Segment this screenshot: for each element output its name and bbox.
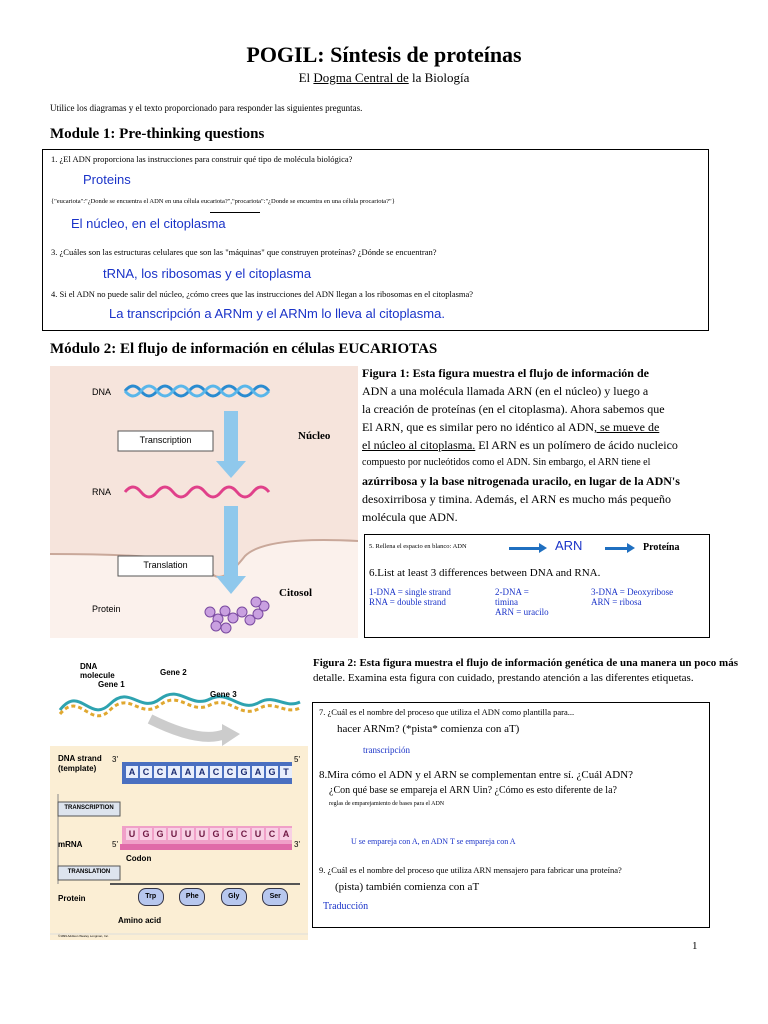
- fig2-dna-strand-label: DNA strand: [58, 754, 102, 763]
- subtitle-pre: El: [298, 70, 314, 85]
- q8-prompt: 8.Mira cómo el ADN y el ARN se complementan entre sí. ¿Cuál ADN?: [319, 769, 634, 781]
- mrna-base-4: U: [182, 828, 194, 840]
- q3-prompt: 3. ¿Cuáles son las estructuras celulares que son las "máquinas" que construyen proteínas? ¿Dónde se encuentran?: [51, 247, 437, 257]
- dna-base-5: A: [196, 766, 208, 778]
- fig2-dna-molecule-label: DNA molecule: [80, 662, 115, 680]
- amino-acid-1: Phe: [179, 888, 205, 906]
- q5-q6-box: [364, 534, 710, 638]
- fig1-text-line4: El ARN, que es similar pero no idéntico al ADN, se mueve de: [362, 420, 660, 434]
- dna-base-11: T: [280, 766, 292, 778]
- dna-base-6: C: [210, 766, 222, 778]
- q9-answer: Traducción: [323, 901, 369, 912]
- instructions: Utilice los diagramas y el texto proporcionado para responder las siguientes preguntas.: [50, 103, 363, 113]
- q1-answer: Proteins: [83, 172, 131, 187]
- fig2-gene1-label: Gene 1: [98, 680, 125, 689]
- arrow-icon: [509, 547, 541, 550]
- amino-acid-2: Gly: [221, 888, 247, 906]
- fig2-five-prime-bottom: 5': [112, 840, 118, 849]
- fig2-gene3-label: Gene 3: [210, 690, 237, 699]
- q7-answer: transcripción: [363, 745, 410, 755]
- fig1-protein-label: Protein: [92, 604, 121, 614]
- fig2-codon-label: Codon: [126, 854, 152, 863]
- module1-heading: Module 1: Pre-thinking questions: [50, 126, 265, 142]
- q8-line2: ¿Con qué base se empareja el ARN Uin? ¿Cómo es esto diferente de la?: [329, 785, 617, 796]
- fig2-three-prime-bottom: 3': [294, 840, 300, 849]
- fig2-five-prime-top: 5': [294, 755, 300, 764]
- fig1-text-line8: desoxirribosa y timina. Además, el ARN es mucho más pequeño: [362, 492, 671, 506]
- arrow-head-icon: [539, 543, 547, 553]
- fig2-transcription-label: TRANSCRIPTION: [64, 805, 114, 811]
- mrna-base-0: U: [126, 828, 138, 840]
- q6-difference-1: 1-DNA = single strand RNA = double strand: [369, 587, 451, 607]
- fig1-text-line6: compuesto por nucleótidos como el ADN. Sin embargo, el ARN tiene el: [362, 457, 651, 468]
- dna-base-7: C: [224, 766, 236, 778]
- mrna-base-9: U: [252, 828, 264, 840]
- arrow-head-icon-2: [627, 543, 635, 553]
- q7-q9-box: [312, 702, 710, 928]
- q8-answer: U se empareja con A, en ADN T se empareja con A: [351, 837, 516, 846]
- q9-prompt: 9. ¿Cuál es el nombre del proceso que utiliza ARN mensajero para fabricar una proteína?: [319, 865, 622, 875]
- q6-difference-2: 2-DNA = timina ARN = uracilo: [495, 587, 549, 617]
- mrna-base-1: G: [140, 828, 152, 840]
- q6-prompt: 6.List at least 3 differences between DNA and RNA.: [369, 567, 601, 579]
- fig2-mrna-label: mRNA: [58, 840, 83, 849]
- q1-prompt: 1. ¿El ADN proporciona las instrucciones para construir qué tipo de molécula biológica?: [51, 154, 353, 164]
- fig2-template-label: (template): [58, 764, 97, 773]
- fig1-transcription-label: Transcription: [139, 435, 192, 445]
- fig1-rna-label: RNA: [92, 487, 112, 497]
- page-title: POGIL: Síntesis de proteínas: [246, 42, 522, 67]
- dna-base-2: C: [154, 766, 166, 778]
- figure1-text: [362, 364, 712, 526]
- q5-prompt: 5. Rellena el espacio en blanco: ADN: [369, 543, 467, 550]
- q9-line2: (pista) también comienza con aT: [335, 881, 480, 893]
- fig2-mrna-bases: [126, 828, 292, 840]
- subtitle-underlined: Dogma Central de: [313, 70, 409, 85]
- fig1-text-line7: azúrribosa y la base nitrogenada uracilo, en lugar de la ADN's: [362, 474, 680, 488]
- fig1-citosol-label: Citosol: [279, 587, 312, 599]
- fig1-text-line3: la creación de proteínas (en el citoplasma). Ahora sabemos que: [362, 402, 665, 416]
- mrna-base-10: C: [266, 828, 278, 840]
- fig2-caption-rest: detalle. Examina esta figura con cuidado, prestando atención a las diferentes etiquetas.: [313, 672, 694, 684]
- page-number: 1: [692, 940, 698, 952]
- fig1-text-line9: molécula que ADN.: [362, 510, 458, 524]
- mrna-base-7: G: [224, 828, 236, 840]
- q3-answer: tRNA, los ribosomas y el citoplasma: [103, 266, 312, 281]
- q2-answer: El núcleo, en el citoplasma: [71, 216, 226, 231]
- fig2-amino-acid-label: Amino acid: [118, 916, 162, 925]
- dna-base-8: G: [238, 766, 250, 778]
- dna-base-0: A: [126, 766, 138, 778]
- fig2-amino-acids: [130, 888, 296, 906]
- q4-answer: La transcripción a ARNm y el ARNm lo lleva al citoplasma.: [109, 306, 445, 321]
- amino-acid-3: Ser: [262, 888, 288, 906]
- q5-proteina: Proteína: [643, 542, 680, 553]
- mrna-base-11: A: [280, 828, 292, 840]
- dna-base-10: G: [266, 766, 278, 778]
- mrna-base-3: U: [168, 828, 180, 840]
- mrna-base-2: G: [154, 828, 166, 840]
- module1-box: [42, 149, 709, 331]
- fig2-copyright: ©1999 Addison Wesley Longman, Inc.: [58, 934, 109, 938]
- fig2-three-prime-top: 3': [112, 755, 118, 764]
- fig1-translation-label: Translation: [143, 560, 188, 570]
- fig1-text-line5: el núcleo al citoplasma. El ARN es un polímero de ácido nucleico: [362, 438, 678, 452]
- mrna-base-8: C: [238, 828, 250, 840]
- fig1-text-line1: Figura 1: Esta figura muestra el flujo de información de: [362, 366, 649, 380]
- amino-acid-0: Trp: [138, 888, 164, 906]
- dna-base-4: A: [182, 766, 194, 778]
- fig2-translation-label: TRANSLATION: [67, 869, 111, 875]
- fig2-protein-label: Protein: [58, 894, 86, 903]
- q8-line3: reglas de emparejamiento de bases para el ADN: [329, 801, 445, 807]
- mrna-base-6: G: [210, 828, 222, 840]
- subtitle-post: la Biología: [408, 70, 470, 85]
- fig2-gene2-label: Gene 2: [160, 668, 187, 677]
- q6-difference-3: 3-DNA = Deoxyribose ARN = ribosa: [591, 587, 674, 607]
- fig2-dna-bases: [126, 766, 292, 778]
- q7-line2: hacer ARNm? (*pista* comienza con aT): [337, 723, 520, 735]
- figure2: [50, 654, 308, 940]
- fig1-text-line2: ADN a una molécula llamada ARN (en el núcleo) y luego a: [362, 384, 649, 398]
- module2-heading: Módulo 2: El flujo de información en células EUCARIOTAS: [50, 341, 438, 357]
- arrow-icon-2: [605, 547, 629, 550]
- mrna-base-5: U: [196, 828, 208, 840]
- q2-prompt: {"eucariota":"¿Donde se encuentra el ADN en una célula eucariota?","procariota":"¿Donde se encuentra en una célula procariota?"}: [51, 198, 395, 205]
- q4-prompt: 4. Si el ADN no puede salir del núcleo, ¿cómo crees que las instrucciones del ADN llegan a los ribosomas en el citoplasma?: [51, 289, 474, 299]
- q7-prompt: 7. ¿Cuál es el nombre del proceso que utiliza el ADN como plantilla para...: [319, 707, 575, 717]
- page-subtitle: [0, 70, 768, 86]
- q2-underline: [210, 212, 260, 213]
- fig1-nucleo-label: Núcleo: [298, 430, 331, 442]
- q5-arn: ARN: [555, 538, 583, 553]
- dna-base-9: A: [252, 766, 264, 778]
- fig1-dna-label: DNA: [92, 387, 112, 397]
- dna-base-3: A: [168, 766, 180, 778]
- fig2-caption-bold: Figura 2: Esta figura muestra el flujo de información genética de una manera un poco más: [313, 657, 738, 669]
- dna-base-1: C: [140, 766, 152, 778]
- figure1: [50, 366, 358, 638]
